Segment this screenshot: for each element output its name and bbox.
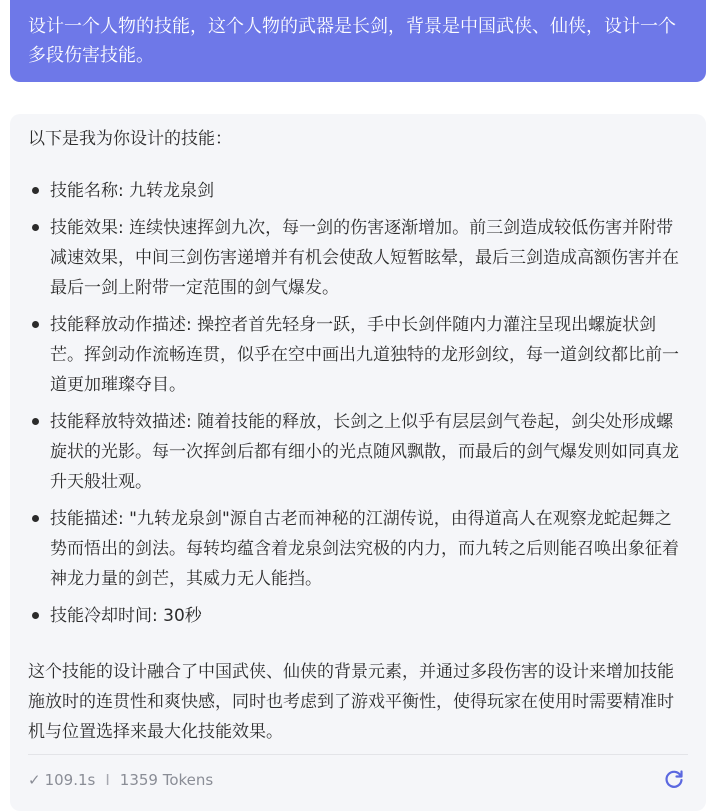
reply-intro: 以下是我为你设计的技能：: [28, 129, 232, 149]
assistant-reply-card: [10, 114, 706, 811]
bullet-dot-icon: [32, 418, 39, 425]
list-item-text: 技能释放特效描述: 随着技能的释放，长剑之上似乎有层层剑气卷起，剑尖处形成螺旋状的光影。每一次挥剑后都有细小的光点随风飘散，而最后的剑气爆发则如同真龙升天般壮观。: [50, 412, 679, 492]
reply-summary: 这个技能的设计融合了中国武侠、仙侠的背景元素，并通过多段伤害的设计来增加技能施放时的连贯性和爽快感，同时也考虑到了游戏平衡性，使得玩家在使用时需要精准时机与位置选择来最大化技能效果。: [28, 662, 674, 742]
bullet-dot-icon: [32, 515, 39, 522]
bullet-dot-icon: [32, 612, 39, 619]
list-item: [28, 310, 688, 400]
response-time: 109.1s: [44, 771, 96, 789]
list-item: [28, 601, 688, 631]
list-item-text: 技能冷却时间: 30秒: [50, 606, 202, 626]
bullet-dot-icon: [32, 224, 39, 231]
list-item-text: 技能效果: 连续快速挥剑九次，每一剑的伤害逐渐增加。前三剑造成较低伤害并附带减速效果，中间三剑伤害递增并有机会使敌人短暂眩晕，最后三剑造成高额伤害并在最后一剑上附带一定范围的剑气爆发。: [50, 218, 679, 298]
list-item-text: 技能名称: 九转龙泉剑: [50, 181, 215, 201]
list-item: [28, 504, 688, 594]
bullet-dot-icon: [32, 321, 39, 328]
user-message-text: 设计一个人物的技能，这个人物的武器是长剑，背景是中国武侠、仙侠，设计一个多段伤害技能。: [28, 16, 676, 66]
list-item: [28, 407, 688, 497]
list-item-text: 技能释放动作描述: 操控者首先轻身一跃，手中长剑伴随内力灌注呈现出螺旋状剑芒。挥剑动作流畅连贯，似乎在空中画出九道独特的龙形剑纹，每一道剑纹都比前一道更加璀璨夺目。: [50, 315, 679, 395]
list-item-text: 技能描述: "九转龙泉剑"源自古老而神秘的江湖传说，由得道高人在观察龙蛇起舞之势而悟出的剑法。每转均蕴含着龙泉剑法究极的内力，而九转之后则能召唤出象征着神龙力量的剑芒，其威力无人能挡。: [50, 509, 679, 589]
reply-footer: [28, 766, 688, 794]
footer-separator: I: [105, 771, 110, 789]
footer-divider: [28, 754, 688, 755]
bullet-dot-icon: [32, 187, 39, 194]
skill-details-list: [28, 176, 688, 638]
token-count: 1359 Tokens: [119, 771, 214, 789]
refresh-icon[interactable]: [662, 767, 686, 791]
list-item: [28, 176, 688, 206]
list-item: [28, 213, 688, 303]
user-message-bubble: [10, 0, 706, 82]
check-icon: ✓: [28, 771, 41, 789]
